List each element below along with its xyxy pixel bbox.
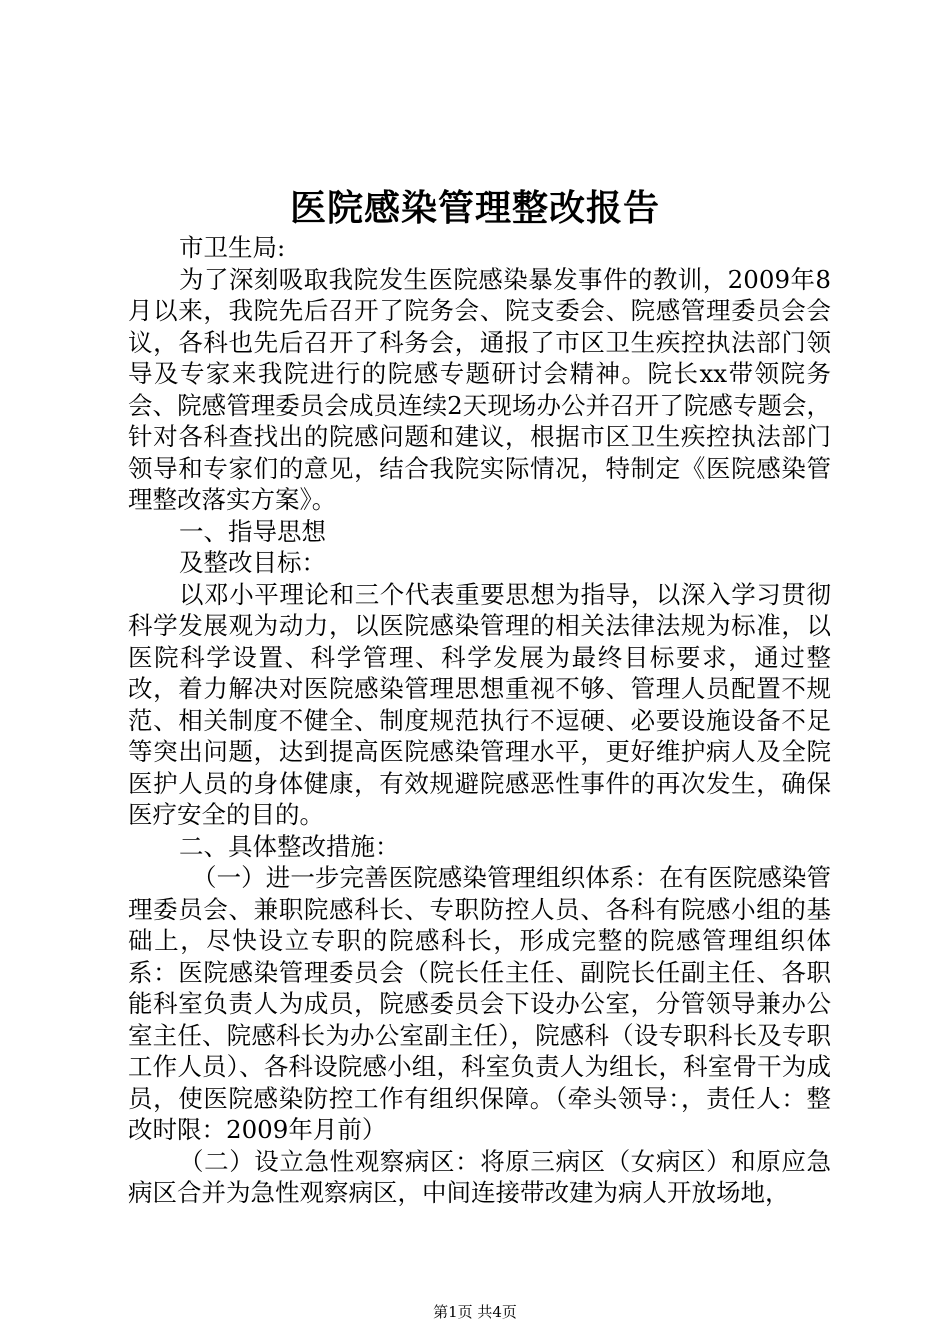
section-heading-1: 一、指导思想: [179, 516, 326, 546]
document-title: 医院感染管理整改报告: [289, 187, 660, 229]
paragraph-measure-1: （一）进一步完善医院感染管理组织体系：在有医院感染管理委员会、兼职院感科长、专职防控人员、各科有院感小组的基础上，尽快设立专职的院感科长，形成完整的院感管理组织体系：医院感染管理委员会（院长任主任、副院长任副主任、各职能科室负责人为成员，院感委员会下设办公室，分管领导兼办公室主任、院感科长为办公室副主任），院感科（设专职科长及专职工作人员）、各科设院感小组，科室负责人为组长，科室骨干为成员，使医院感染防控工作有组织保障。（牵头领导：，责任人：整改时限：2009年月前）: [128, 863, 831, 1144]
paragraph-intro: 为了深刻吸取我院发生医院感染暴发事件的教训，2009年8月以来，我院先后召开了院务会、院支委会、院感管理委员会会议，各科也先后召开了科务会，通报了市区卫生疾控执法部门领导及专家来我院进行的院感专题研讨会精神。院长xx带领院务会、院感管理委员会成员连续2天现场办公并召开了院感专题会，针对各科查找出的院感问题和建议，根据市区卫生疾控执法部门领导和专家们的意见，结合我院实际情况，特制定《医院感染管理整改落实方案》。: [128, 264, 831, 514]
page-footer: 第1页 共4页: [433, 1303, 517, 1321]
section-heading-1-cont: 及整改目标：: [179, 548, 326, 577]
paragraph-guiding-thought: 以邓小平理论和三个代表重要思想为指导，以深入学习贯彻科学发展观为动力，以医院感染管理的相关法律法规为标准，以医院科学设置、科学管理、科学发展为最终目标要求，通过整改，着力解决对医院感染管理思想重视不够、管理人员配置不规范、相关制度不健全、制度规范执行不逗硬、必要设施设备不足等突出问题，达到提高医院感染管理水平，更好维护病人及全院医护人员的身体健康，有效规避院感恶性事件的再次发生，确保医疗安全的目的。: [128, 579, 831, 829]
salutation: 市卫生局:: [179, 233, 286, 262]
paragraph-measure-2: （二）设立急性观察病区：将原三病区（女病区）和原应急病区合并为急性观察病区，中间连接带改建为病人开放场地，: [128, 1146, 831, 1207]
section-heading-2: 二、具体整改措施：: [179, 831, 400, 861]
document-body: [128, 232, 831, 1209]
